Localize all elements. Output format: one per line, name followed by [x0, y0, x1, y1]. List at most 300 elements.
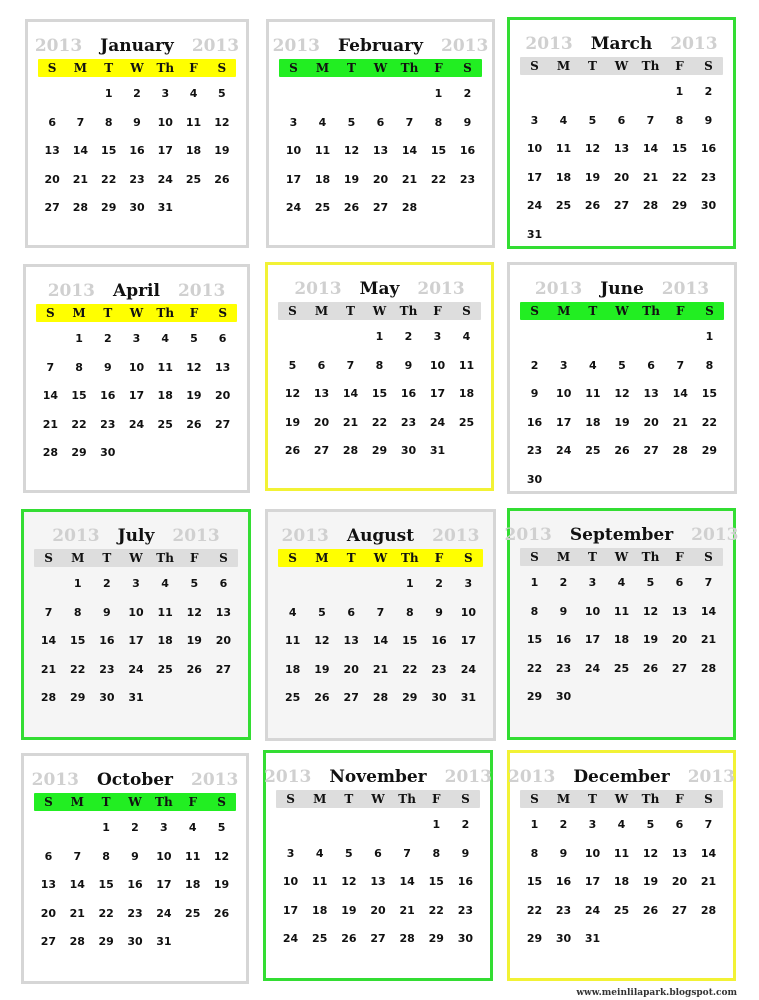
- weekday-label: T: [102, 551, 112, 565]
- day-cell: 17: [128, 634, 144, 648]
- year-label: 2013: [507, 767, 556, 787]
- day-cell: 22: [70, 662, 86, 676]
- day-cell: 26: [584, 199, 601, 213]
- day-cell: 6: [617, 113, 626, 127]
- weekday-label: S: [530, 792, 539, 806]
- weekday-label: F: [190, 551, 199, 565]
- empty-cell: [337, 570, 366, 599]
- weekday-label: W: [615, 304, 629, 318]
- day-cell: 13: [313, 387, 330, 401]
- empty-cell: [549, 78, 578, 107]
- day-cell: 13: [214, 360, 231, 374]
- day-cell: 8: [434, 115, 443, 129]
- weekday-label: F: [675, 792, 684, 806]
- day-cell: 20: [343, 662, 359, 676]
- empty-cell: [34, 814, 63, 843]
- day-cell: 30: [99, 691, 115, 705]
- day-cell: 22: [701, 415, 718, 429]
- day-cell: 8: [104, 115, 113, 129]
- day-cell: 1: [405, 577, 414, 590]
- day-cell: 1: [104, 87, 113, 100]
- month-card-january: [25, 19, 249, 248]
- day-cell: 12: [214, 115, 230, 129]
- day-cell: 30: [127, 935, 143, 949]
- day-cell: 13: [613, 142, 630, 156]
- day-cell: 27: [214, 417, 231, 431]
- day-cell: 5: [347, 115, 356, 129]
- weekday-label: M: [313, 792, 327, 806]
- day-cell: 11: [458, 358, 475, 372]
- day-cell: 5: [217, 821, 226, 834]
- empty-cell: [276, 811, 305, 840]
- day-cell: 30: [700, 199, 717, 213]
- day-cell: 8: [405, 605, 414, 619]
- day-cell: 15: [526, 875, 543, 889]
- month-card-march: [507, 17, 736, 249]
- day-cell: 23: [700, 170, 717, 184]
- day-cell: 8: [375, 358, 384, 372]
- day-cell: 9: [461, 846, 470, 860]
- day-cell: 25: [157, 662, 173, 676]
- empty-cell: [366, 570, 395, 599]
- day-cell: 28: [342, 444, 359, 458]
- day-cell: 22: [428, 903, 444, 917]
- day-cell: 13: [671, 604, 688, 618]
- day-cell: 5: [646, 818, 655, 831]
- day-cell: 3: [289, 115, 298, 129]
- day-cell: 24: [526, 199, 543, 213]
- day-grid: [38, 80, 236, 223]
- day-cell: 8: [102, 849, 110, 863]
- weekday-header-bar: [36, 304, 237, 322]
- weekday-label: Th: [641, 792, 660, 806]
- day-cell: 28: [399, 932, 415, 946]
- day-cell: 15: [402, 634, 418, 648]
- year-label: 2013: [191, 36, 240, 56]
- day-cell: 30: [129, 201, 145, 215]
- day-cell: 8: [75, 360, 83, 374]
- day-cell: 31: [128, 691, 144, 705]
- day-cell: 9: [530, 387, 539, 401]
- day-cell: 27: [44, 201, 60, 215]
- empty-cell: [336, 323, 365, 352]
- day-cell: 18: [314, 172, 331, 186]
- day-cell: 1: [432, 818, 441, 831]
- weekday-label: W: [614, 792, 629, 806]
- day-cell: 13: [40, 878, 57, 892]
- weekday-label: W: [372, 304, 387, 318]
- day-cell: 27: [40, 935, 57, 949]
- weekday-label: M: [557, 304, 571, 318]
- day-cell: 14: [69, 878, 85, 892]
- day-cell: 9: [559, 604, 568, 618]
- day-cell: 23: [129, 172, 145, 186]
- day-cell: 13: [643, 387, 659, 401]
- day-cell: 24: [156, 906, 172, 920]
- empty-cell: [38, 80, 66, 109]
- day-cell: 21: [672, 415, 688, 429]
- day-cell: 30: [526, 472, 543, 486]
- day-cell: 15: [98, 878, 114, 892]
- day-grid: [278, 323, 481, 466]
- empty-cell: [666, 323, 695, 352]
- year-label: 2013: [441, 36, 489, 56]
- weekday-header-bar: [34, 549, 238, 567]
- empty-cell: [366, 80, 395, 109]
- day-cell: 26: [213, 906, 230, 920]
- day-cell: 5: [646, 576, 655, 589]
- weekday-header-bar: [278, 549, 483, 567]
- day-cell: 27: [671, 903, 688, 917]
- day-cell: 22: [430, 172, 447, 186]
- day-cell: 18: [185, 144, 202, 158]
- day-cell: 15: [430, 144, 447, 158]
- year-label: 2013: [34, 36, 83, 56]
- day-cell: 26: [341, 932, 357, 946]
- month-title-row: [504, 521, 739, 549]
- day-cell: 15: [371, 387, 388, 401]
- month-name: January: [100, 36, 174, 56]
- empty-cell: [607, 78, 636, 107]
- weekday-label: Th: [155, 795, 173, 809]
- month-card-december: [507, 750, 736, 981]
- day-cell: 15: [701, 387, 718, 401]
- day-cell: 5: [588, 113, 597, 127]
- empty-cell: [307, 570, 336, 599]
- year-label: 2013: [670, 34, 718, 54]
- empty-cell: [308, 80, 337, 109]
- day-cell: 20: [370, 903, 386, 917]
- weekday-label: T: [103, 306, 113, 320]
- day-cell: 11: [185, 849, 201, 863]
- year-label: 2013: [432, 526, 480, 546]
- day-cell: 21: [700, 875, 717, 889]
- weekday-label: Th: [156, 61, 175, 75]
- day-cell: 23: [431, 662, 447, 676]
- weekday-label: W: [373, 551, 388, 565]
- month-card-february: [266, 19, 495, 248]
- day-cell: 21: [700, 633, 717, 647]
- day-cell: 9: [131, 849, 139, 863]
- weekday-label: M: [315, 551, 329, 565]
- month-title-row: [510, 275, 734, 303]
- day-cell: 14: [372, 634, 389, 648]
- day-cell: 1: [530, 576, 539, 589]
- empty-cell: [279, 80, 308, 109]
- day-cell: 20: [313, 415, 330, 429]
- weekday-label: Th: [641, 59, 660, 73]
- day-cell: 25: [314, 201, 331, 215]
- day-cell: 27: [215, 662, 232, 676]
- weekday-label: T: [346, 304, 355, 318]
- day-cell: 7: [76, 115, 85, 129]
- day-cell: 19: [642, 875, 659, 889]
- day-cell: 28: [700, 903, 717, 917]
- weekday-header-bar: [520, 790, 723, 808]
- weekday-label: S: [218, 306, 227, 320]
- weekday-label: Th: [642, 304, 660, 318]
- day-grid: [520, 569, 723, 712]
- day-cell: 24: [285, 201, 302, 215]
- day-grid: [278, 570, 483, 713]
- day-grid: [279, 80, 482, 223]
- day-cell: 2: [131, 821, 139, 834]
- day-cell: 12: [584, 142, 601, 156]
- year-label: 2013: [47, 281, 96, 301]
- day-grid: [520, 811, 723, 954]
- day-cell: 31: [526, 227, 543, 241]
- day-cell: 19: [186, 389, 202, 403]
- weekday-label: M: [556, 550, 571, 564]
- year-label: 2013: [687, 767, 736, 787]
- month-name: August: [346, 526, 415, 546]
- weekday-label: S: [463, 551, 473, 565]
- weekday-label: S: [461, 792, 470, 806]
- empty-cell: [636, 78, 665, 107]
- day-cell: 4: [161, 577, 169, 590]
- day-cell: 3: [286, 846, 295, 860]
- day-cell: 30: [400, 444, 417, 458]
- day-cell: 2: [463, 87, 472, 100]
- weekday-label: M: [73, 61, 88, 75]
- day-cell: 26: [642, 661, 659, 675]
- empty-cell: [305, 811, 334, 840]
- month-name: June: [600, 279, 644, 299]
- day-cell: 3: [588, 576, 597, 589]
- day-cell: 11: [284, 634, 301, 648]
- weekday-label: T: [104, 61, 114, 75]
- day-cell: 10: [128, 605, 144, 619]
- weekday-header-bar: [520, 548, 723, 566]
- weekday-label: W: [373, 61, 388, 75]
- day-cell: 18: [284, 662, 301, 676]
- day-cell: 26: [343, 201, 360, 215]
- day-cell: 8: [530, 604, 539, 618]
- day-cell: 24: [584, 661, 601, 675]
- month-title-row: [507, 763, 736, 791]
- day-cell: 18: [312, 903, 328, 917]
- month-card-june: [507, 262, 737, 494]
- day-cell: 8: [530, 846, 539, 860]
- weekday-label: T: [344, 792, 354, 806]
- day-cell: 1: [75, 332, 83, 345]
- weekday-header-bar: [34, 793, 236, 811]
- day-cell: 31: [429, 444, 446, 458]
- month-card-july: [21, 509, 251, 740]
- day-cell: 20: [613, 170, 630, 184]
- day-cell: 27: [671, 661, 688, 675]
- day-cell: 20: [372, 172, 389, 186]
- day-cell: 1: [434, 87, 443, 100]
- weekday-label: T: [588, 304, 598, 318]
- day-cell: 7: [46, 360, 55, 374]
- day-cell: 1: [675, 85, 684, 98]
- weekday-label: W: [128, 795, 142, 809]
- day-cell: 3: [132, 332, 141, 345]
- day-cell: 22: [371, 415, 388, 429]
- day-cell: 17: [128, 389, 145, 403]
- day-grid: [36, 325, 237, 468]
- day-cell: 21: [342, 415, 359, 429]
- day-cell: 23: [99, 662, 115, 676]
- day-cell: 17: [556, 415, 572, 429]
- day-cell: 20: [40, 906, 57, 920]
- day-cell: 24: [429, 415, 446, 429]
- day-cell: 19: [213, 878, 230, 892]
- year-label: 2013: [177, 281, 226, 301]
- weekday-header-bar: [520, 302, 724, 320]
- month-title-row: [268, 522, 493, 550]
- footer-url[interactable]: www.meinlilapark.blogspot.com: [576, 988, 737, 998]
- day-cell: 21: [42, 417, 58, 431]
- day-cell: 28: [700, 661, 717, 675]
- day-cell: 3: [559, 358, 568, 372]
- weekday-label: Th: [398, 792, 416, 806]
- weekday-label: W: [371, 792, 385, 806]
- empty-cell: [334, 811, 363, 840]
- year-label: 2013: [294, 279, 342, 299]
- year-label: 2013: [525, 34, 573, 54]
- day-cell: 2: [530, 358, 539, 372]
- day-cell: 7: [676, 358, 685, 372]
- day-cell: 23: [459, 172, 476, 186]
- day-cell: 18: [555, 170, 572, 184]
- day-cell: 16: [100, 389, 116, 403]
- day-cell: 22: [671, 170, 688, 184]
- day-cell: 12: [186, 360, 202, 374]
- empty-cell: [36, 325, 65, 354]
- day-cell: 10: [460, 605, 476, 619]
- day-cell: 14: [401, 144, 418, 158]
- weekday-label: F: [188, 795, 197, 809]
- day-cell: 19: [284, 415, 301, 429]
- day-cell: 31: [460, 691, 476, 705]
- day-cell: 14: [72, 144, 89, 158]
- day-cell: 13: [671, 846, 688, 860]
- day-cell: 6: [218, 332, 227, 345]
- weekday-label: S: [44, 551, 53, 565]
- day-cell: 8: [675, 113, 684, 127]
- day-cell: 16: [127, 878, 143, 892]
- weekday-label: T: [588, 59, 597, 73]
- day-cell: 1: [375, 330, 384, 343]
- day-cell: 14: [42, 389, 58, 403]
- month-name: April: [113, 281, 160, 301]
- day-cell: 29: [98, 935, 114, 949]
- weekday-label: M: [314, 304, 329, 318]
- day-cell: 19: [584, 170, 601, 184]
- empty-cell: [393, 811, 422, 840]
- weekday-label: Th: [156, 306, 175, 320]
- day-cell: 24: [128, 417, 145, 431]
- year-label: 2013: [264, 767, 312, 787]
- month-title-row: [510, 30, 733, 58]
- year-label: 2013: [191, 770, 239, 790]
- day-cell: 16: [129, 144, 145, 158]
- weekday-label: T: [588, 792, 597, 806]
- day-cell: 16: [555, 633, 572, 647]
- day-cell: 25: [284, 691, 301, 705]
- day-cell: 24: [584, 903, 601, 917]
- day-cell: 31: [584, 932, 601, 946]
- day-cell: 31: [156, 935, 172, 949]
- day-cell: 20: [643, 415, 659, 429]
- day-cell: 28: [69, 935, 85, 949]
- day-cell: 11: [613, 604, 630, 618]
- day-cell: 27: [343, 691, 359, 705]
- month-name: May: [359, 279, 400, 299]
- weekday-label: F: [189, 306, 199, 320]
- day-cell: 25: [157, 417, 173, 431]
- day-grid: [34, 570, 238, 713]
- day-cell: 28: [642, 199, 659, 213]
- day-cell: 19: [614, 415, 630, 429]
- day-cell: 11: [314, 144, 331, 158]
- day-cell: 19: [642, 633, 659, 647]
- day-cell: 13: [343, 634, 359, 648]
- year-label: 2013: [661, 279, 710, 299]
- empty-cell: [34, 570, 63, 599]
- day-cell: 17: [282, 903, 299, 917]
- day-cell: 28: [372, 691, 389, 705]
- month-name: October: [96, 770, 173, 790]
- weekday-label: M: [556, 792, 571, 806]
- empty-cell: [637, 323, 666, 352]
- weekday-label: S: [704, 550, 713, 564]
- weekday-label: S: [219, 551, 228, 565]
- day-cell: 4: [617, 576, 626, 589]
- weekday-label: S: [217, 61, 227, 75]
- weekday-label: F: [189, 61, 198, 75]
- day-cell: 9: [103, 360, 112, 374]
- day-cell: 21: [401, 172, 418, 186]
- day-cell: 25: [585, 444, 601, 458]
- day-cell: 13: [370, 875, 386, 889]
- weekday-header-bar: [38, 59, 236, 77]
- weekday-label: M: [72, 306, 86, 320]
- month-name: March: [590, 34, 653, 54]
- day-cell: 6: [376, 115, 385, 129]
- weekday-label: S: [530, 550, 539, 564]
- day-cell: 10: [556, 387, 572, 401]
- day-cell: 25: [613, 661, 630, 675]
- weekday-label: W: [129, 306, 144, 320]
- day-cell: 24: [282, 932, 299, 946]
- weekday-label: W: [614, 550, 629, 564]
- day-cell: 17: [584, 875, 601, 889]
- day-cell: 27: [313, 444, 330, 458]
- day-cell: 8: [705, 358, 714, 372]
- day-cell: 23: [526, 444, 543, 458]
- day-cell: 12: [614, 387, 630, 401]
- weekday-label: S: [217, 795, 226, 809]
- day-cell: 6: [48, 115, 56, 129]
- day-cell: 1: [530, 818, 539, 831]
- day-cell: 10: [584, 604, 601, 618]
- empty-cell: [66, 80, 94, 109]
- weekday-label: S: [530, 59, 539, 73]
- day-cell: 7: [346, 358, 355, 372]
- day-cell: 14: [672, 387, 688, 401]
- day-cell: 23: [457, 903, 474, 917]
- day-cell: 10: [156, 849, 172, 863]
- day-cell: 29: [701, 444, 718, 458]
- weekday-header-bar: [276, 790, 480, 808]
- weekday-label: S: [530, 304, 539, 318]
- day-cell: 8: [432, 846, 441, 860]
- day-cell: 15: [101, 144, 117, 158]
- day-cell: 11: [555, 142, 572, 156]
